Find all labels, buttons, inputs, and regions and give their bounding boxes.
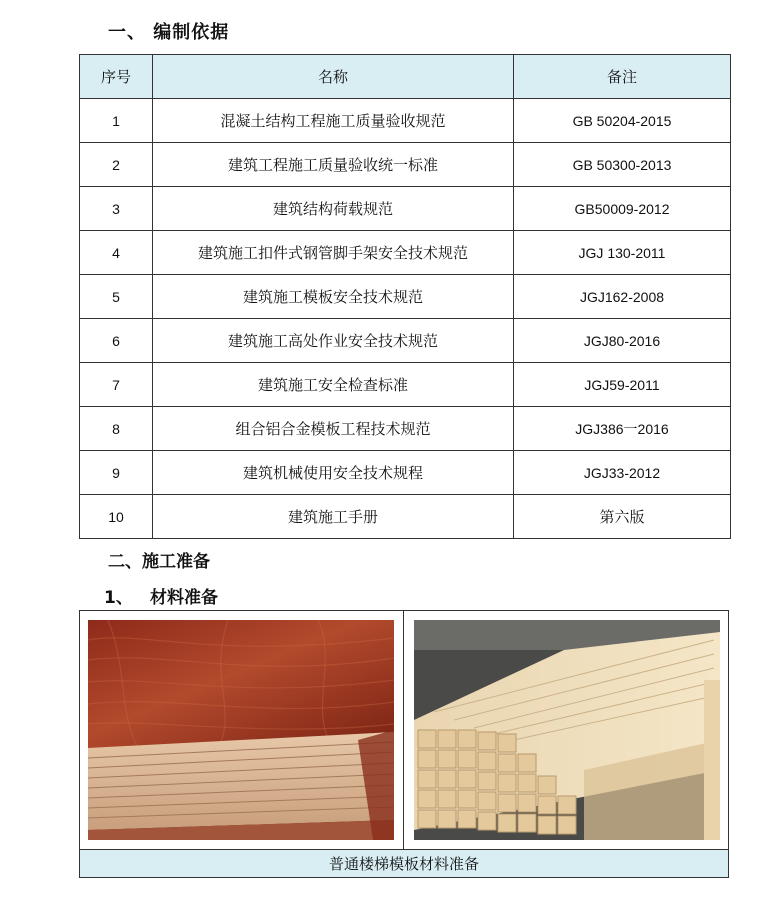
table-row bbox=[80, 99, 731, 143]
row-name: 建筑施工安全检查标准 bbox=[153, 363, 514, 407]
row-index: 8 bbox=[80, 407, 153, 451]
row-note: GB50009-2012 bbox=[514, 187, 731, 231]
table-row bbox=[80, 143, 731, 187]
row-note: JGJ 130-2011 bbox=[514, 231, 731, 275]
table-row bbox=[80, 407, 731, 451]
table-row bbox=[80, 231, 731, 275]
row-name: 建筑施工模板安全技术规范 bbox=[153, 275, 514, 319]
row-index: 1 bbox=[80, 99, 153, 143]
row-note: JGJ59-2011 bbox=[514, 363, 731, 407]
table-row bbox=[80, 363, 731, 407]
row-index: 9 bbox=[80, 451, 153, 495]
row-note: 第六版 bbox=[514, 495, 731, 539]
row-index: 7 bbox=[80, 363, 153, 407]
table-row bbox=[80, 275, 731, 319]
row-name: 建筑施工扣件式钢管脚手架安全技术规范 bbox=[153, 231, 514, 275]
row-name: 建筑机械使用安全技术规程 bbox=[153, 451, 514, 495]
header-note: 备注 bbox=[514, 55, 731, 99]
row-name: 组合铝合金模板工程技术规范 bbox=[153, 407, 514, 451]
section-title-basis: 一、 编制依据 bbox=[108, 22, 230, 43]
timber-battens-photo bbox=[414, 620, 720, 840]
row-note: JGJ80-2016 bbox=[514, 319, 731, 363]
header-name: 名称 bbox=[153, 55, 514, 99]
photo-divider bbox=[403, 610, 404, 850]
photo-caption: 普通楼梯模板材料准备 bbox=[79, 849, 729, 878]
plywood-formwork-photo bbox=[88, 620, 394, 840]
table-row bbox=[80, 495, 731, 539]
row-note: GB 50204-2015 bbox=[514, 99, 731, 143]
subsection-title-materials bbox=[104, 583, 218, 608]
row-index: 5 bbox=[80, 275, 153, 319]
row-name: 混凝土结构工程施工质量验收规范 bbox=[153, 99, 514, 143]
row-note: JGJ386一2016 bbox=[514, 407, 731, 451]
row-name: 建筑工程施工质量验收统一标准 bbox=[153, 143, 514, 187]
row-name: 建筑施工手册 bbox=[153, 495, 514, 539]
row-index: 2 bbox=[80, 143, 153, 187]
table-header-row bbox=[80, 55, 731, 99]
table-row bbox=[80, 451, 731, 495]
row-note: JGJ162-2008 bbox=[514, 275, 731, 319]
section-title-preparation: 二、施工准备 bbox=[108, 552, 210, 572]
row-index: 3 bbox=[80, 187, 153, 231]
subsection-number: 1、 bbox=[104, 588, 133, 608]
table-row bbox=[80, 319, 731, 363]
reference-standards-table bbox=[79, 54, 731, 539]
row-name: 建筑结构荷载规范 bbox=[153, 187, 514, 231]
row-note: JGJ33-2012 bbox=[514, 451, 731, 495]
table-row bbox=[80, 187, 731, 231]
row-name: 建筑施工高处作业安全技术规范 bbox=[153, 319, 514, 363]
row-note: GB 50300-2013 bbox=[514, 143, 731, 187]
row-index: 6 bbox=[80, 319, 153, 363]
subsection-label: 材料准备 bbox=[150, 588, 218, 608]
header-index: 序号 bbox=[80, 55, 153, 99]
row-index: 10 bbox=[80, 495, 153, 539]
row-index: 4 bbox=[80, 231, 153, 275]
